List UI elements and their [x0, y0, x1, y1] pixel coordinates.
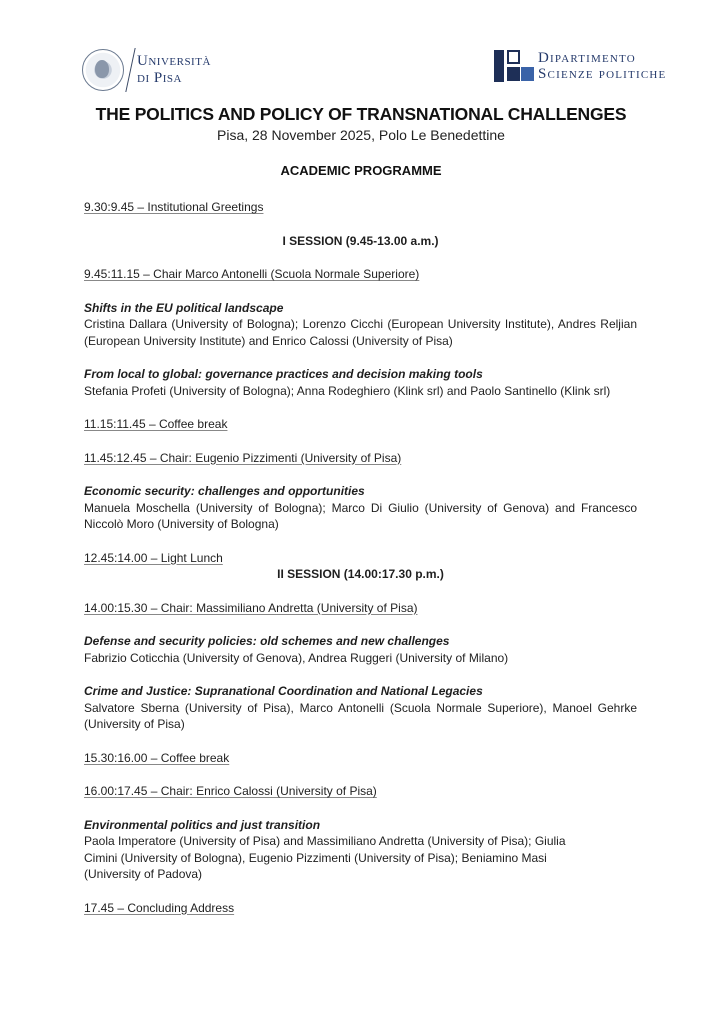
programme-body	[84, 199, 637, 916]
talk-speakers: Cristina Dallara (University of Bologna); Lorenzo Cicchi (European University Institute), Andres Reljian (European University Institute) and Enrico Calossi (University of Pisa)	[84, 317, 637, 348]
talk	[84, 633, 637, 666]
session-heading: I SESSION (9.45-13.00 a.m.)	[282, 233, 439, 248]
schedule-entry-text: 14.00:15.30 – Chair: Massimiliano Andretta (University of Pisa)	[84, 600, 418, 615]
schedule-entry-text: 11.45:12.45 – Chair: Eugenio Pizzimenti (University of Pisa)	[84, 450, 402, 465]
session-heading: II SESSION (14.00:17.30 p.m.)	[277, 567, 444, 581]
department-name-line2: Scienze politiche	[538, 66, 667, 82]
event-subtitle: Pisa, 28 November 2025, Polo Le Benedettine	[217, 127, 505, 143]
university-of-pisa-logo	[82, 48, 211, 92]
talk-title: Crime and Justice: Supranational Coordination and National Legacies	[84, 684, 483, 698]
talk-title: From local to global: governance practices and decision making tools	[84, 367, 483, 381]
talk-speakers: Paola Imperatore (University of Pisa) and Massimiliano Andretta (University of Pisa); Giulia Cimini (University of Bologna), Eugenio Pizzimenti (University of Pisa); Beniamino Masi (University of Padova)	[84, 834, 566, 881]
talk	[84, 366, 637, 399]
schedule-entry	[84, 550, 637, 567]
schedule-entry-text: 16.00:17.45 – Chair: Enrico Calossi (University of Pisa)	[84, 784, 377, 798]
schedule-entry-text: 17.45 – Concluding Address	[84, 900, 235, 915]
schedule-entry-text: 9.45:11.15 – Chair Marco Antonelli (Scuola Normale Superiore)	[84, 267, 420, 281]
schedule-entry-text: 9.30:9.45 – Institutional Greetings	[84, 200, 264, 214]
department-logo	[494, 50, 666, 82]
talk-title: Shifts in the EU political landscape	[84, 300, 284, 315]
schedule-entry-text: 15.30:16.00 – Coffee break	[84, 750, 230, 765]
event-title: THE POLITICS AND POLICY OF TRANSNATIONAL CHALLENGES	[95, 104, 627, 124]
department-name	[538, 50, 666, 82]
schedule-entry	[84, 266, 637, 283]
schedule-entry	[84, 600, 637, 617]
schedule-entry	[84, 416, 637, 433]
schedule-entry	[84, 450, 637, 467]
university-name-line2: di Pisa	[137, 70, 182, 86]
talk-speakers: Manuela Moschella (University of Bologna); Marco Di Giulio (University of Genova) and Francesco Niccolò Moro (University of Bologna)	[84, 500, 637, 531]
schedule-entry	[84, 783, 637, 800]
talk	[84, 300, 637, 350]
schedule-entry-text: 12.45:14.00 – Light Lunch	[84, 550, 223, 565]
talk-title: Environmental politics and just transition	[84, 817, 321, 832]
logo-divider	[125, 48, 135, 92]
university-seal-icon	[82, 49, 124, 91]
programme-heading: ACADEMIC PROGRAMME	[280, 163, 442, 178]
talk	[84, 817, 637, 883]
talk	[84, 483, 637, 533]
talk-speakers: Salvatore Sberna (University of Pisa), Marco Antonelli (Scuola Normale Superiore), Manoel Gehrke (University of Pisa)	[84, 700, 637, 731]
dsp-monogram-icon	[494, 50, 534, 82]
talk-speakers: Stefania Profeti (University of Bologna); Anna Rodeghiero (Klink srl) and Paolo Santinello (Klink srl)	[84, 383, 611, 398]
talk-title: Defense and security policies: old schemes and new challenges	[84, 634, 450, 648]
talk-speakers: Fabrizio Coticchia (University of Genova), Andrea Ruggeri (University of Milano)	[84, 650, 509, 665]
schedule-entry	[84, 750, 637, 767]
university-name	[137, 53, 211, 87]
talk	[84, 683, 637, 733]
schedule-entry	[84, 199, 637, 216]
schedule-entry-text: 11.15:11.45 – Coffee break	[84, 417, 228, 431]
talk-title: Economic security: challenges and opportunities	[84, 484, 365, 498]
university-name-line1: Università	[137, 53, 211, 69]
department-name-line1: Dipartimento	[538, 50, 636, 66]
schedule-entry	[84, 900, 637, 917]
